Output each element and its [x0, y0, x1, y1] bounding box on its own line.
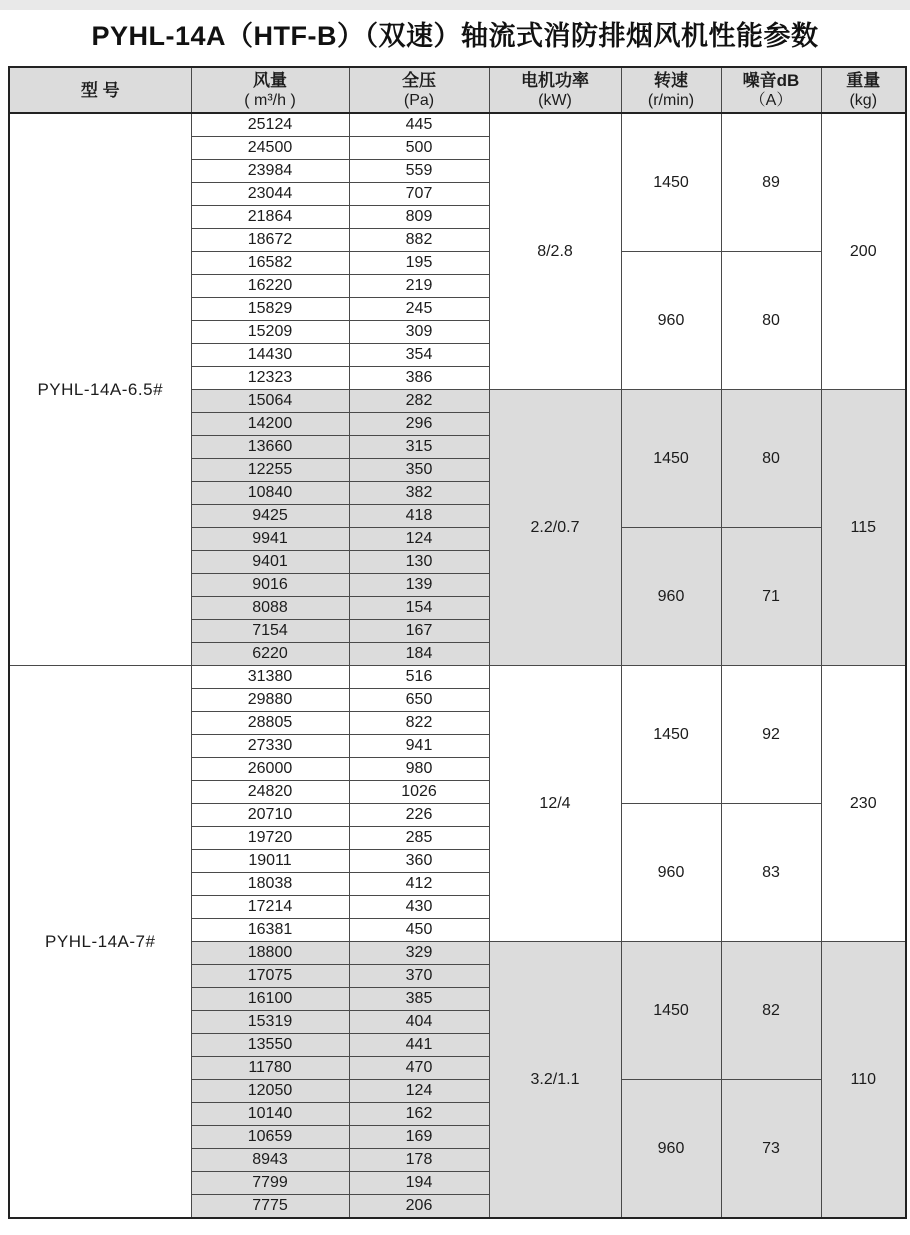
- airflow-cell: 18800: [191, 942, 349, 965]
- airflow-cell: 13550: [191, 1034, 349, 1057]
- col-header-airflow: [191, 67, 349, 113]
- pressure-cell: 500: [349, 137, 489, 160]
- table-header: [9, 67, 906, 113]
- pressure-cell: 559: [349, 160, 489, 183]
- airflow-cell: 23044: [191, 183, 349, 206]
- pressure-cell: 195: [349, 252, 489, 275]
- airflow-cell: 12050: [191, 1080, 349, 1103]
- airflow-cell: 12323: [191, 367, 349, 390]
- airflow-cell: 15829: [191, 298, 349, 321]
- col-header-weight: [821, 67, 906, 113]
- pressure-cell: 226: [349, 804, 489, 827]
- pressure-cell: 516: [349, 666, 489, 689]
- speed-cell: 1450: [621, 113, 721, 252]
- pressure-cell: 707: [349, 183, 489, 206]
- airflow-cell: 24500: [191, 137, 349, 160]
- airflow-cell: 19011: [191, 850, 349, 873]
- header-speed-label: 转速: [654, 70, 688, 90]
- pressure-cell: 162: [349, 1103, 489, 1126]
- motor-power-cell: 3.2/1.1: [489, 942, 621, 1219]
- airflow-cell: 8943: [191, 1149, 349, 1172]
- pressure-cell: 385: [349, 988, 489, 1011]
- noise-cell: 80: [721, 252, 821, 390]
- pressure-cell: 124: [349, 528, 489, 551]
- airflow-cell: 18672: [191, 229, 349, 252]
- col-header-speed: [621, 67, 721, 113]
- noise-cell: 71: [721, 528, 821, 666]
- airflow-cell: 13660: [191, 436, 349, 459]
- col-header-model: [9, 67, 191, 113]
- col-header-motor-power: [489, 67, 621, 113]
- airflow-cell: 7154: [191, 620, 349, 643]
- airflow-cell: 14200: [191, 413, 349, 436]
- header-motor-power-label: 电机功率: [521, 70, 589, 90]
- pressure-cell: 354: [349, 344, 489, 367]
- pressure-cell: 124: [349, 1080, 489, 1103]
- pressure-cell: 219: [349, 275, 489, 298]
- col-header-noise: [721, 67, 821, 113]
- pressure-cell: 245: [349, 298, 489, 321]
- pressure-cell: 360: [349, 850, 489, 873]
- table-row: [9, 113, 906, 137]
- speed-cell: 1450: [621, 942, 721, 1080]
- airflow-cell: 15209: [191, 321, 349, 344]
- pressure-cell: 350: [349, 459, 489, 482]
- header-row: [9, 67, 906, 113]
- pressure-cell: 329: [349, 942, 489, 965]
- airflow-cell: 8088: [191, 597, 349, 620]
- pressure-cell: 184: [349, 643, 489, 666]
- fan-performance-table: [8, 66, 907, 1219]
- airflow-cell: 15064: [191, 390, 349, 413]
- airflow-cell: 7799: [191, 1172, 349, 1195]
- header-pressure-unit: (Pa): [403, 91, 435, 109]
- pressure-cell: 282: [349, 390, 489, 413]
- model-cell: PYHL-14A-6.5#: [9, 113, 191, 666]
- airflow-cell: 20710: [191, 804, 349, 827]
- airflow-cell: 17214: [191, 896, 349, 919]
- airflow-cell: 21864: [191, 206, 349, 229]
- pressure-cell: 450: [349, 919, 489, 942]
- pressure-cell: 809: [349, 206, 489, 229]
- noise-cell: 82: [721, 942, 821, 1080]
- airflow-cell: 7775: [191, 1195, 349, 1219]
- pressure-cell: 382: [349, 482, 489, 505]
- pressure-cell: 412: [349, 873, 489, 896]
- airflow-cell: 9425: [191, 505, 349, 528]
- header-motor-power-unit: (kW): [538, 91, 572, 109]
- pressure-cell: 445: [349, 113, 489, 137]
- airflow-cell: 29880: [191, 689, 349, 712]
- model-cell: PYHL-14A-7#: [9, 666, 191, 1219]
- airflow-cell: 19720: [191, 827, 349, 850]
- pressure-cell: 309: [349, 321, 489, 344]
- header-airflow-label: 风量: [253, 70, 287, 90]
- airflow-cell: 9016: [191, 574, 349, 597]
- pressure-cell: 386: [349, 367, 489, 390]
- pressure-cell: 430: [349, 896, 489, 919]
- pressure-cell: 169: [349, 1126, 489, 1149]
- table-row: [9, 666, 906, 689]
- pressure-cell: 285: [349, 827, 489, 850]
- speed-cell: 960: [621, 252, 721, 390]
- airflow-cell: 16220: [191, 275, 349, 298]
- airflow-cell: 9941: [191, 528, 349, 551]
- airflow-cell: 17075: [191, 965, 349, 988]
- airflow-cell: 31380: [191, 666, 349, 689]
- airflow-cell: 9401: [191, 551, 349, 574]
- airflow-cell: 14430: [191, 344, 349, 367]
- col-header-pressure: [349, 67, 489, 113]
- pressure-cell: 315: [349, 436, 489, 459]
- noise-cell: 92: [721, 666, 821, 804]
- speed-cell: 1450: [621, 390, 721, 528]
- airflow-cell: 23984: [191, 160, 349, 183]
- pressure-cell: 194: [349, 1172, 489, 1195]
- speed-cell: 1450: [621, 666, 721, 804]
- airflow-cell: 16381: [191, 919, 349, 942]
- pressure-cell: 470: [349, 1057, 489, 1080]
- airflow-cell: 16582: [191, 252, 349, 275]
- pressure-cell: 822: [349, 712, 489, 735]
- pressure-cell: 139: [349, 574, 489, 597]
- airflow-cell: 16100: [191, 988, 349, 1011]
- pressure-cell: 882: [349, 229, 489, 252]
- motor-power-cell: 2.2/0.7: [489, 390, 621, 666]
- noise-cell: 73: [721, 1080, 821, 1219]
- weight-cell: 115: [821, 390, 906, 666]
- airflow-cell: 11780: [191, 1057, 349, 1080]
- noise-cell: 80: [721, 390, 821, 528]
- speed-cell: 960: [621, 804, 721, 942]
- airflow-cell: 18038: [191, 873, 349, 896]
- airflow-cell: 10659: [191, 1126, 349, 1149]
- header-weight-label: 重量: [846, 70, 881, 90]
- header-noise-unit: （A）: [749, 91, 793, 109]
- header-weight-unit: (kg): [849, 91, 878, 109]
- table-body: [9, 113, 906, 1218]
- pressure-cell: 418: [349, 505, 489, 528]
- airflow-cell: 15319: [191, 1011, 349, 1034]
- pressure-cell: 130: [349, 551, 489, 574]
- pressure-cell: 154: [349, 597, 489, 620]
- weight-cell: 110: [821, 942, 906, 1219]
- page-title: PYHL-14A（HTF-B）（双速）轴流式消防排烟风机性能参数: [91, 21, 819, 51]
- pressure-cell: 296: [349, 413, 489, 436]
- weight-cell: 230: [821, 666, 906, 942]
- pressure-cell: 370: [349, 965, 489, 988]
- header-speed-unit: (r/min): [647, 91, 695, 109]
- airflow-cell: 26000: [191, 758, 349, 781]
- speed-cell: 960: [621, 1080, 721, 1219]
- pressure-cell: 178: [349, 1149, 489, 1172]
- header-pressure-label: 全压: [402, 70, 436, 90]
- airflow-cell: 6220: [191, 643, 349, 666]
- pressure-cell: 980: [349, 758, 489, 781]
- airflow-cell: 10140: [191, 1103, 349, 1126]
- pressure-cell: 650: [349, 689, 489, 712]
- pressure-cell: 1026: [349, 781, 489, 804]
- header-model-label: 型 号: [80, 80, 120, 100]
- airflow-cell: 24820: [191, 781, 349, 804]
- weight-cell: 200: [821, 113, 906, 390]
- motor-power-cell: 12/4: [489, 666, 621, 942]
- page-top-strip: [0, 0, 910, 10]
- airflow-cell: 10840: [191, 482, 349, 505]
- pressure-cell: 441: [349, 1034, 489, 1057]
- motor-power-cell: 8/2.8: [489, 113, 621, 390]
- noise-cell: 83: [721, 804, 821, 942]
- pressure-cell: 404: [349, 1011, 489, 1034]
- airflow-cell: 25124: [191, 113, 349, 137]
- noise-cell: 89: [721, 113, 821, 252]
- pressure-cell: 206: [349, 1195, 489, 1219]
- pressure-cell: 941: [349, 735, 489, 758]
- airflow-cell: 27330: [191, 735, 349, 758]
- airflow-cell: 12255: [191, 459, 349, 482]
- header-airflow-unit: ( m³/h ): [244, 91, 296, 109]
- pressure-cell: 167: [349, 620, 489, 643]
- airflow-cell: 28805: [191, 712, 349, 735]
- speed-cell: 960: [621, 528, 721, 666]
- header-noise-label: 噪音dB: [742, 70, 800, 90]
